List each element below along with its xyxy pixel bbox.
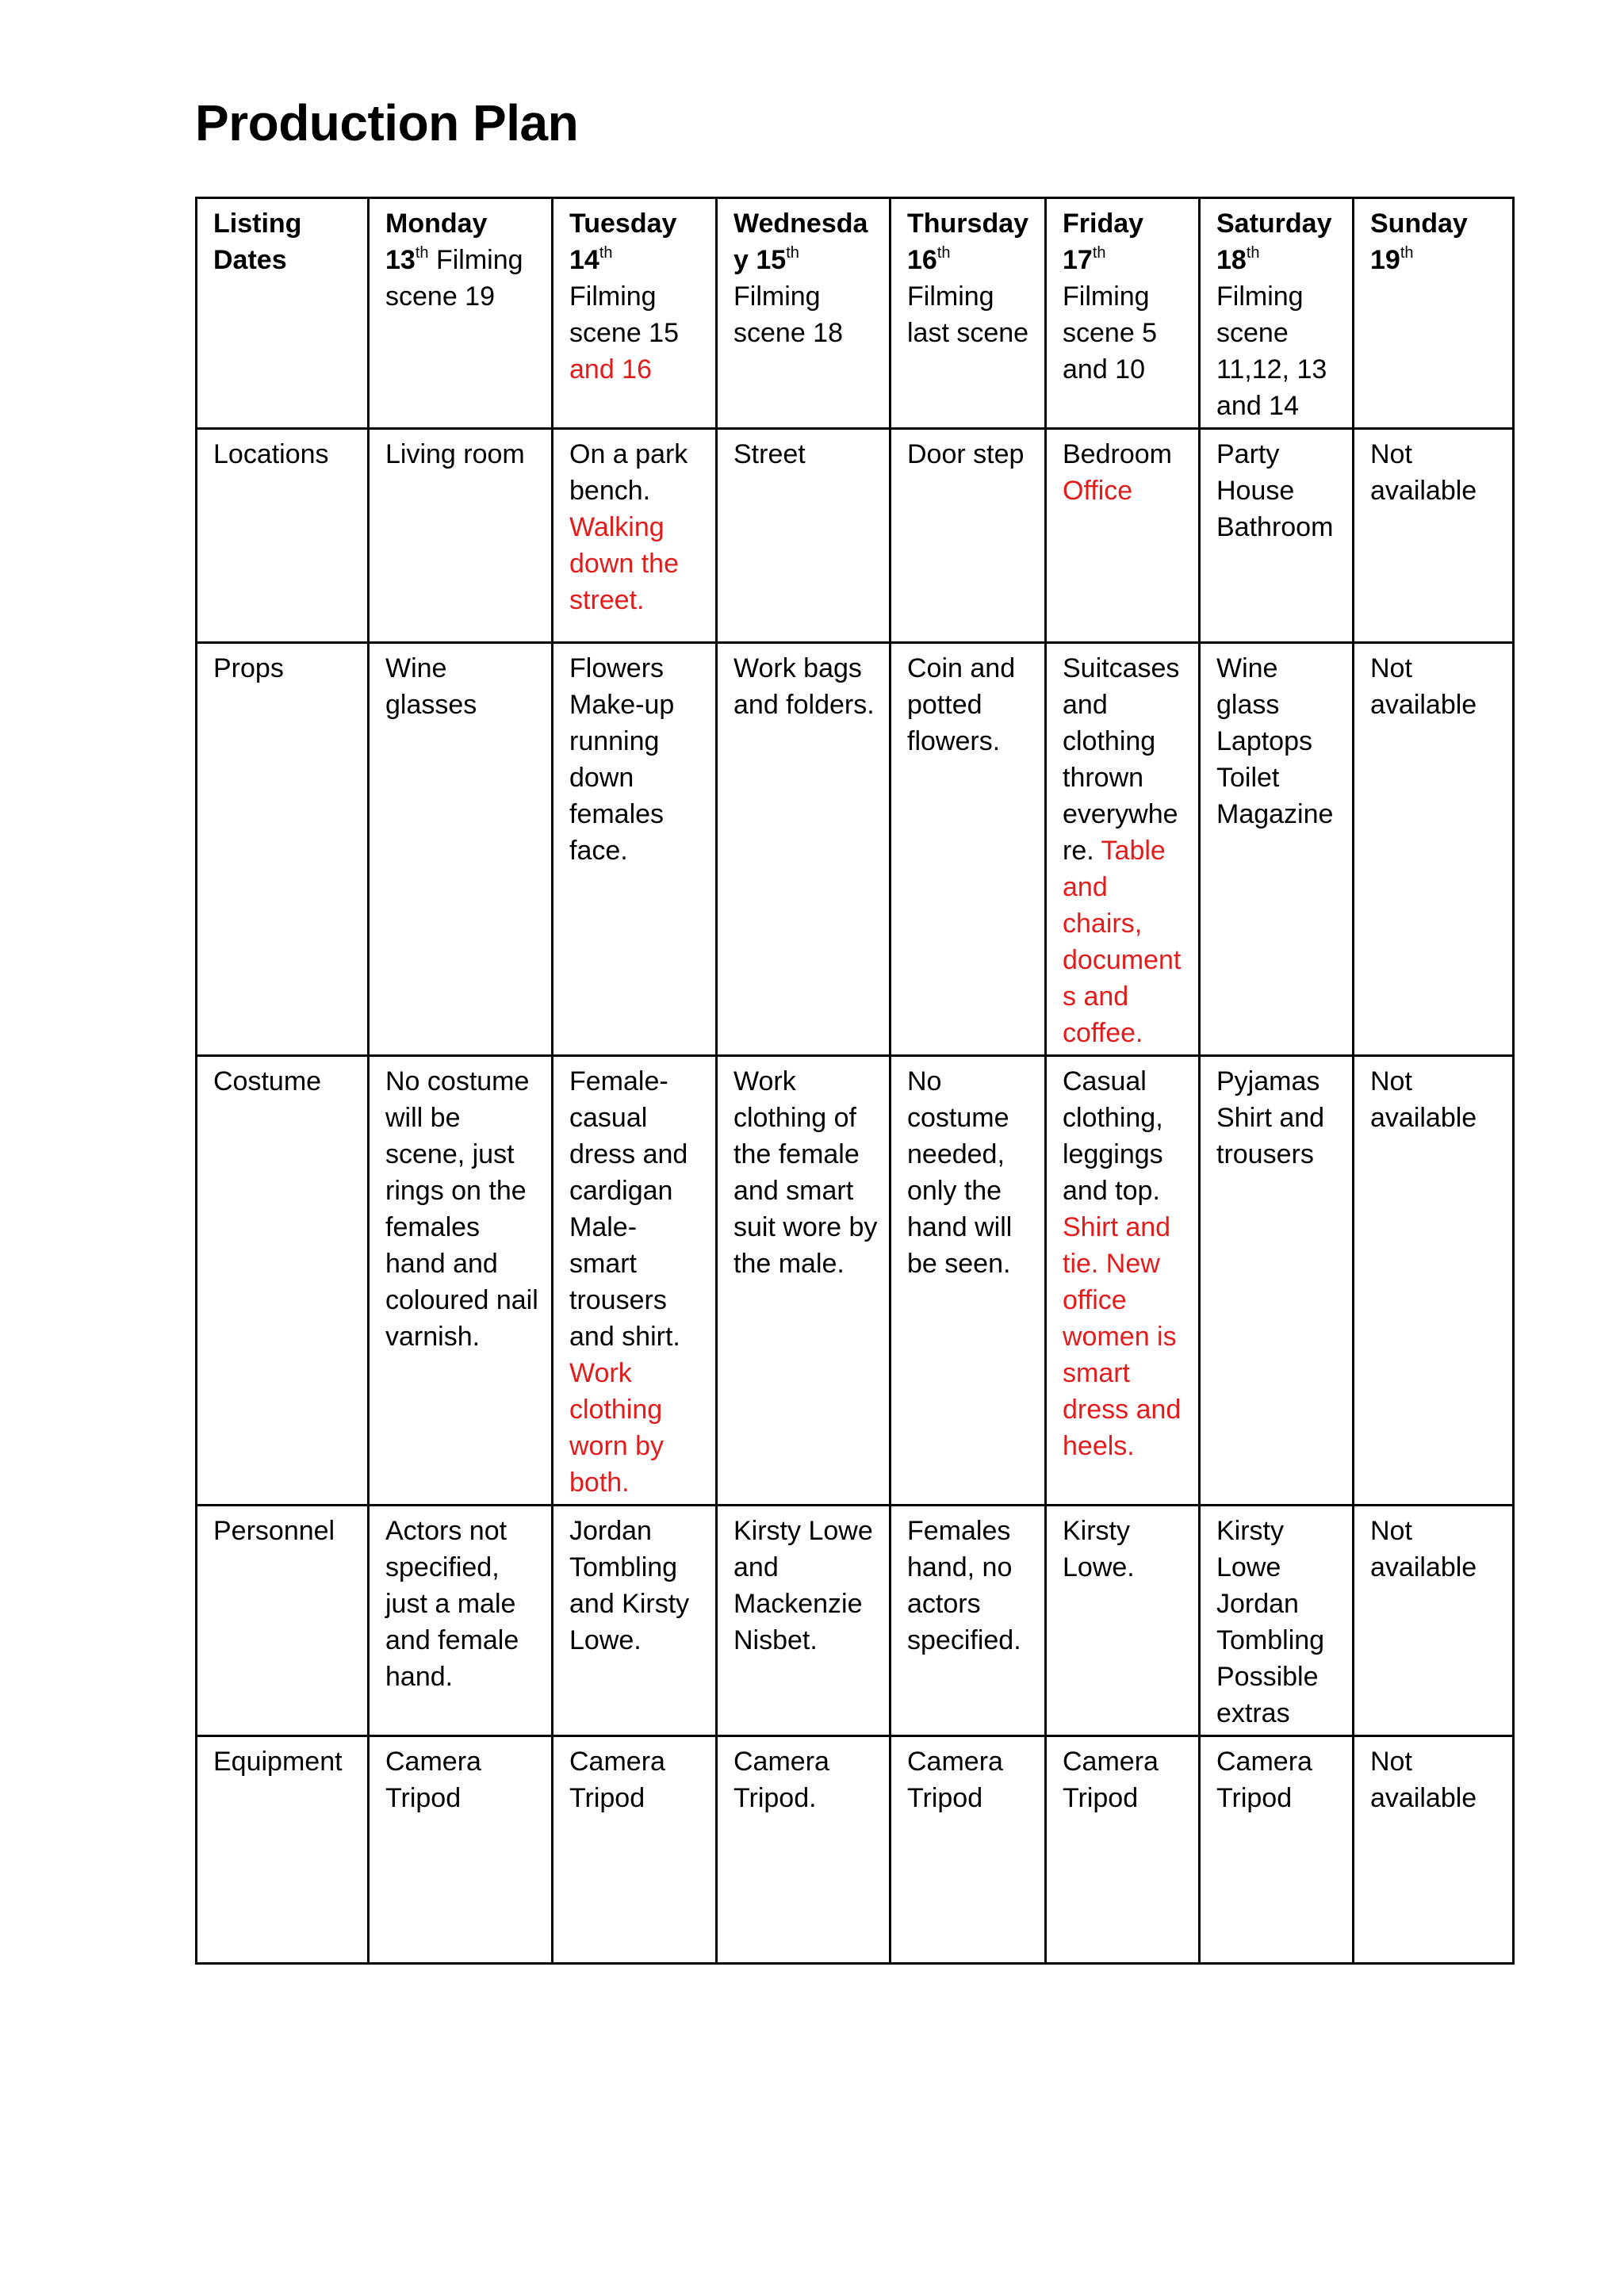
cell-friday: Suitcases and clothing thrown everywhe re. Table and chairs, document s and coffee.	[1046, 643, 1200, 1056]
cell-tuesday: Camera Tripod	[553, 1736, 717, 1964]
cell-saturday: Wine glass Laptops Toilet Magazine	[1200, 643, 1354, 1056]
cell-tuesday: Jordan Tombling and Kirsty Lowe.	[553, 1506, 717, 1736]
header-cell-listing-dates: Listing Dates	[197, 198, 369, 429]
cell-sunday: Not available	[1354, 1506, 1514, 1736]
row-label: Costume	[197, 1056, 369, 1506]
cell-saturday: Kirsty Lowe Jordan Tombling Possible extras	[1200, 1506, 1354, 1736]
row-label: Locations	[197, 429, 369, 643]
row-label: Equipment	[197, 1736, 369, 1964]
cell-tuesday: On a park bench. Walking down the street.	[553, 429, 717, 643]
header-cell-wednesday: Wednesda y 15th Filming scene 18	[717, 198, 891, 429]
cell-friday: Casual clothing, leggings and top. Shirt and tie. New office women is smart dress and heels.	[1046, 1056, 1200, 1506]
cell-tuesday: Flowers Make-up running down females face.	[553, 643, 717, 1056]
header-cell-saturday: Saturday 18th Filming scene 11,12, 13 and 14	[1200, 198, 1354, 429]
cell-wednesday: Street	[717, 429, 891, 643]
cell-sunday: Not available	[1354, 1736, 1514, 1964]
row-props	[197, 643, 1514, 1056]
cell-thursday: No costume needed, only the hand will be seen.	[891, 1056, 1046, 1506]
header-cell-sunday: Sunday 19th	[1354, 198, 1514, 429]
row-equipment	[197, 1736, 1514, 1964]
cell-sunday: Not available	[1354, 429, 1514, 643]
row-personnel	[197, 1506, 1514, 1736]
cell-friday: Camera Tripod	[1046, 1736, 1200, 1964]
cell-thursday: Females hand, no actors specified.	[891, 1506, 1046, 1736]
cell-monday: Wine glasses	[369, 643, 553, 1056]
cell-friday: Bedroom Office	[1046, 429, 1200, 643]
cell-monday: Camera Tripod	[369, 1736, 553, 1964]
row-costume	[197, 1056, 1514, 1506]
cell-sunday: Not available	[1354, 643, 1514, 1056]
production-plan-table	[195, 197, 1515, 1965]
page-title: Production Plan	[195, 94, 579, 151]
cell-friday: Kirsty Lowe.	[1046, 1506, 1200, 1736]
row-label: Props	[197, 643, 369, 1056]
header-row	[197, 198, 1514, 429]
cell-saturday: Pyjamas Shirt and trousers	[1200, 1056, 1354, 1506]
header-cell-tuesday: Tuesday 14th Filming scene 15 and 16	[553, 198, 717, 429]
cell-thursday: Camera Tripod	[891, 1736, 1046, 1964]
cell-monday: Actors not specified, just a male and female hand.	[369, 1506, 553, 1736]
header-cell-monday: Monday 13th Filming scene 19	[369, 198, 553, 429]
row-locations	[197, 429, 1514, 643]
cell-thursday: Door step	[891, 429, 1046, 643]
cell-monday: Living room	[369, 429, 553, 643]
cell-monday: No costume will be scene, just rings on the females hand and coloured nail varnish.	[369, 1056, 553, 1506]
cell-tuesday: Female- casual dress and cardigan Male- smart trousers and shirt. Work clothing worn by both.	[553, 1056, 717, 1506]
cell-wednesday: Camera Tripod.	[717, 1736, 891, 1964]
header-cell-friday: Friday 17th Filming scene 5 and 10	[1046, 198, 1200, 429]
cell-wednesday: Kirsty Lowe and Mackenzie Nisbet.	[717, 1506, 891, 1736]
cell-saturday: Camera Tripod	[1200, 1736, 1354, 1964]
cell-wednesday: Work bags and folders.	[717, 643, 891, 1056]
header-cell-thursday: Thursday 16th Filming last scene	[891, 198, 1046, 429]
row-label: Personnel	[197, 1506, 369, 1736]
cell-thursday: Coin and potted flowers.	[891, 643, 1046, 1056]
cell-saturday: Party House Bathroom	[1200, 429, 1354, 643]
cell-wednesday: Work clothing of the female and smart suit wore by the male.	[717, 1056, 891, 1506]
cell-sunday: Not available	[1354, 1056, 1514, 1506]
